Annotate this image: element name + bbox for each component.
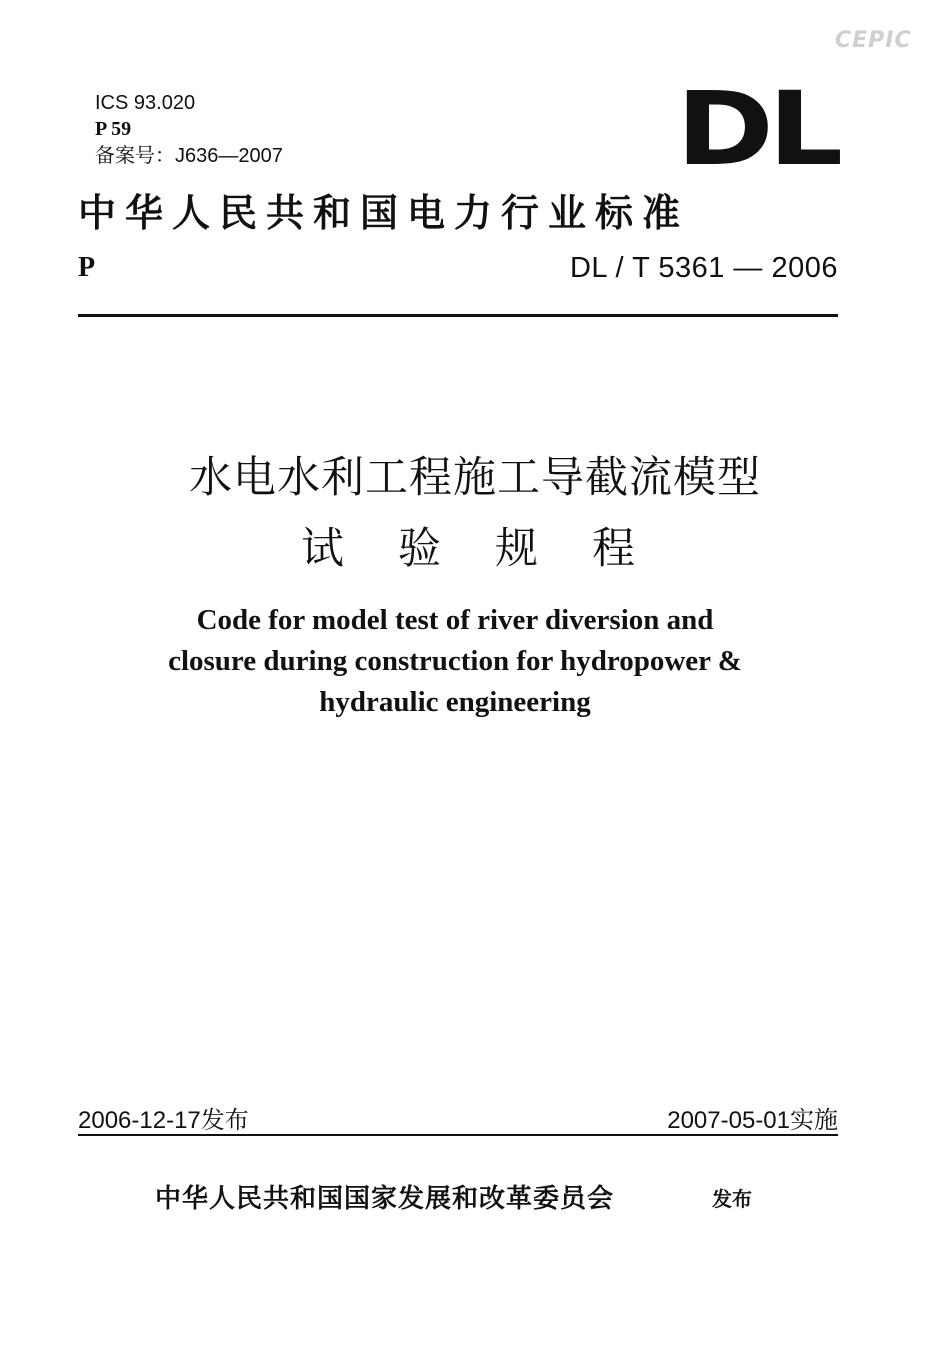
category-letter: P xyxy=(78,252,96,283)
issue-date: 2006-12-17发布 xyxy=(78,1107,249,1134)
footer-divider xyxy=(78,1134,838,1136)
english-title-line-3: hydraulic engineering xyxy=(319,686,591,718)
ics-code: ICS 93.020 xyxy=(95,92,196,114)
chinese-title-line-1: 水电水利工程施工导截流模型 xyxy=(189,453,761,503)
header-divider xyxy=(78,314,838,317)
dl-logo: DL xyxy=(676,69,838,189)
publisher-action: 发布 xyxy=(712,1187,752,1211)
record-number: 备案号：J636—2007 xyxy=(95,145,283,167)
effective-date: 2007-05-01实施 xyxy=(667,1107,838,1134)
english-title-line-2: closure during construction for hydropower & xyxy=(168,645,742,677)
chinese-title-line-2: 试验规程 xyxy=(301,524,689,574)
issuer-title: 中华人民共和国电力行业标准 xyxy=(78,190,690,235)
standard-number: DL / T 5361 — 2006 xyxy=(569,252,838,284)
cepic-watermark: CEPIC xyxy=(835,28,912,53)
english-title-line-1: Code for model test of river diversion and xyxy=(196,604,714,636)
publisher-name: 中华人民共和国国家发展和改革委员会 xyxy=(155,1184,615,1214)
classification-code: P 59 xyxy=(95,118,132,140)
